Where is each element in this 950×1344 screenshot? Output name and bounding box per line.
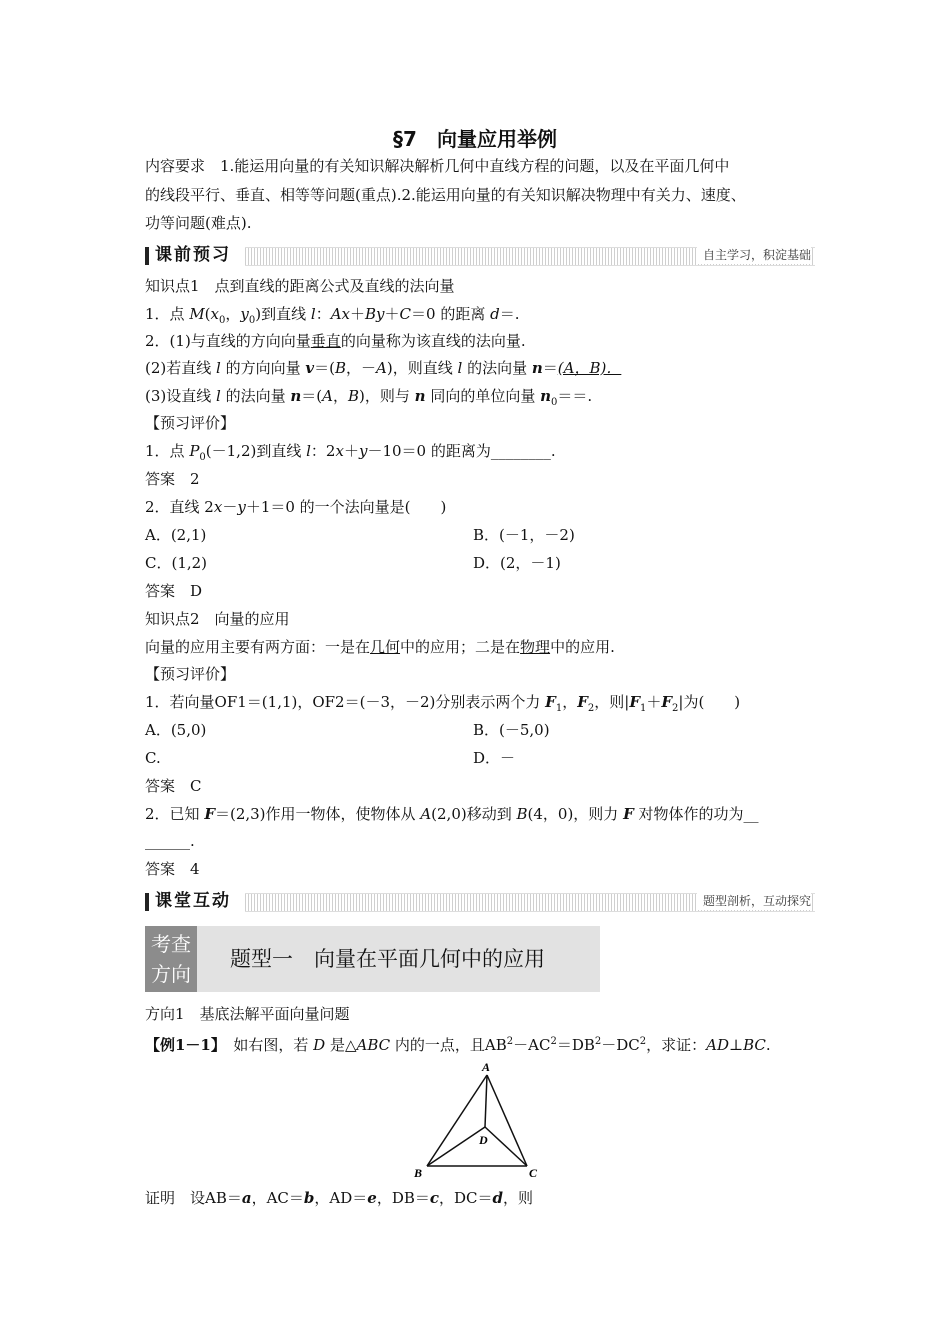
triangle-figure bbox=[405, 1060, 555, 1185]
q3-option-c: C. bbox=[145, 749, 161, 767]
preview-eval-heading-1: 【预习评价】 bbox=[145, 414, 236, 432]
banner-bar bbox=[145, 247, 149, 265]
topic-label-box bbox=[145, 926, 197, 992]
question-3: 1．若向量OF1＝(1,1)，OF2＝(－3，－2)分别表示两个力 $F_1$，$F_2$，则$|F_1+F_2|$为( ) bbox=[145, 693, 741, 714]
page-title: §7 向量应用举例 bbox=[393, 127, 557, 151]
q3-option-a: A．(5,0) bbox=[145, 721, 207, 739]
banner-bar bbox=[145, 893, 149, 911]
topic-label-line-1: 考查 bbox=[151, 932, 191, 956]
proof-line: 证明 设AB＝a，AC＝b，AD＝e，DB＝c，DC＝d，则 bbox=[145, 1189, 534, 1207]
knowledge-point-2-heading: 知识点2 向量的应用 bbox=[145, 610, 290, 628]
kp1-line-3: (2)若直线 l 的方向向量 v＝(B，－A)，则直线 l 的法向量 n＝(A，B)． bbox=[145, 359, 622, 377]
example-1-1: 【例1－1】 如右图，若 D 是△ABC 内的一点，且$AB^2-AC^2=DB^2-DC^2$，求证：AD⊥BC. bbox=[145, 1036, 771, 1054]
answer-1: 答案 2 bbox=[145, 470, 200, 488]
question-1: 1．点 $P_0(-1,2)$到直线 l：2x＋y－10＝0 的距离为________. bbox=[145, 442, 556, 463]
requirements-line-2: 的线段平行、垂直、相等等问题(重点).2.能运用向量的有关知识解决物理中有关力、速度、 bbox=[145, 186, 746, 204]
kp1-line-4: (3)设直线 l 的法向量 n＝(A，B)，则与 n 同向的单位向量 $n_0==$. bbox=[145, 387, 593, 408]
topic-header bbox=[145, 926, 600, 992]
vertex-label-c: C bbox=[529, 1166, 538, 1180]
kp1-line-2: 2．(1)与直线的方向向量垂直的向量称为该直线的法向量. bbox=[145, 332, 526, 350]
segment-dc bbox=[485, 1127, 527, 1166]
vertex-label-b: B bbox=[414, 1166, 423, 1180]
edge-ab bbox=[427, 1075, 487, 1166]
q3-option-b: B．(－5,0) bbox=[473, 721, 550, 739]
triangle-diagram bbox=[405, 1060, 555, 1185]
section-banner-preview bbox=[145, 244, 815, 266]
topic-title: 题型一 向量在平面几何中的应用 bbox=[230, 947, 545, 971]
banner-label: 课前预习 bbox=[155, 245, 231, 265]
banner-tag: 题型剖析，互动探究 bbox=[697, 892, 811, 910]
answer-4: 答案 4 bbox=[145, 860, 200, 878]
answer-3: 答案 C bbox=[145, 777, 202, 795]
point-label-d: D bbox=[479, 1133, 488, 1147]
section-banner-classroom bbox=[145, 890, 815, 912]
question-4: 2．已知 F＝(2,3)作用一物体，使物体从 A(2,0)移动到 B(4，0)，则力 F 对物体作的功为__ bbox=[145, 805, 759, 823]
q2-option-d: D．(2，－1) bbox=[473, 554, 561, 572]
segment-db bbox=[427, 1127, 485, 1166]
banner-tag: 自主学习，积淀基础 bbox=[697, 246, 811, 264]
answer-2: 答案 D bbox=[145, 582, 203, 600]
topic-label-line-2: 方向 bbox=[151, 962, 191, 986]
q2-option-c: C．(1,2) bbox=[145, 554, 208, 572]
kp2-line: 向量的应用主要有两方面：一是在几何中的应用；二是在物理中的应用. bbox=[145, 638, 615, 656]
requirements-line-3: 功等问题(难点). bbox=[145, 214, 252, 232]
vertex-label-a: A bbox=[482, 1060, 491, 1074]
edge-ac bbox=[487, 1075, 527, 1166]
direction-1-heading: 方向1 基底法解平面向量问题 bbox=[145, 1005, 350, 1023]
preview-eval-heading-2: 【预习评价】 bbox=[145, 665, 236, 683]
q2-option-a: A．(2,1) bbox=[145, 526, 207, 544]
requirements-line-1: 内容要求 1.能运用向量的有关知识解决解析几何中直线方程的问题，以及在平面几何中 bbox=[145, 157, 730, 175]
question-2: 2．直线 2x－y＋1＝0 的一个法向量是( ) bbox=[145, 498, 447, 516]
banner-label: 课堂互动 bbox=[155, 891, 231, 911]
question-4-continued: ______. bbox=[145, 832, 195, 850]
kp1-line-1: 1．点 $M(x_0$，$y_0$)到直线 l：Ax＋By＋C＝0 的距离 d＝. bbox=[145, 305, 520, 326]
knowledge-point-1-heading: 知识点1 点到直线的距离公式及直线的法向量 bbox=[145, 277, 455, 295]
segment-ad bbox=[485, 1075, 487, 1127]
q3-option-d: D．－ bbox=[473, 749, 516, 767]
q2-option-b: B．(－1，－2) bbox=[473, 526, 575, 544]
